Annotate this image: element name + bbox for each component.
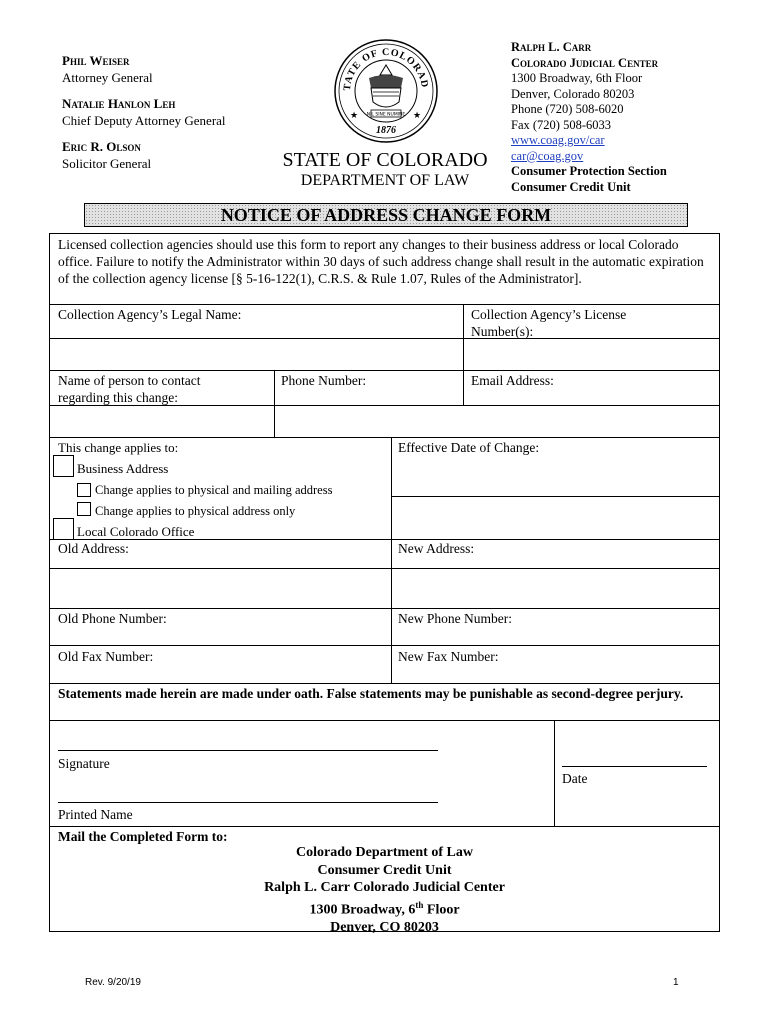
- address-line-2: Denver, Colorado 80203: [511, 86, 635, 101]
- contact-name-field[interactable]: [51, 407, 273, 436]
- legal-name-label: Collection Agency’s Legal Name:: [58, 307, 242, 322]
- business-address-checkbox[interactable]: [53, 455, 74, 477]
- contact-label-line1: Name of person to contact: [58, 373, 201, 388]
- old-fax-label: Old Fax Number:: [58, 649, 154, 664]
- svg-text:★: ★: [413, 110, 422, 120]
- printed-name-field[interactable]: [58, 780, 438, 802]
- state-seal: [333, 38, 439, 144]
- section-name: Consumer Protection Section: [511, 164, 667, 178]
- solicitor-general-name: Eric R. Olson: [62, 139, 141, 154]
- local-office-checkbox[interactable]: [53, 518, 74, 540]
- old-phone-label: Old Phone Number:: [58, 611, 167, 626]
- old-address-label: Old Address:: [58, 541, 129, 556]
- mail-line-1: Colorado Department of Law: [296, 845, 473, 860]
- form-title: NOTICE OF ADDRESS CHANGE FORM: [84, 203, 688, 227]
- mail-heading: Mail the Completed Form to:: [58, 829, 228, 844]
- seal-motto: NIL SINE NUMINE: [366, 112, 406, 118]
- department-name: DEPARTMENT OF LAW: [300, 172, 470, 189]
- chief-deputy-title: Chief Deputy Attorney General: [62, 113, 226, 128]
- phone-field[interactable]: [276, 407, 462, 436]
- mail-line-5: Denver, CO 80203: [330, 919, 439, 935]
- attorney-general-title: Attorney General: [62, 70, 153, 85]
- address-change-form: [49, 233, 720, 935]
- phone-text: Phone (720) 508-6020: [511, 102, 624, 116]
- seal-top-text: TATE OF COLORAD: [341, 46, 431, 92]
- mail-line-4: 1300 Broadway, 6th Floor: [309, 899, 460, 918]
- physical-and-mailing-checkbox[interactable]: [77, 483, 91, 497]
- chief-deputy-name: Natalie Hanlon Leh: [62, 96, 176, 111]
- address-line-1: 1300 Broadway, 6th Floor: [511, 71, 643, 85]
- mail-line-3: Ralph L. Carr Colorado Judicial Center: [264, 880, 505, 895]
- svg-text:★: ★: [350, 110, 359, 120]
- new-address-label: New Address:: [398, 541, 475, 556]
- license-label-line2: Number(s):: [471, 324, 534, 339]
- applies-to-label: This change applies to:: [58, 440, 179, 455]
- page-number: 1: [673, 977, 679, 988]
- department-heading: [240, 172, 530, 190]
- signature-field[interactable]: [58, 728, 438, 750]
- state-heading: [240, 149, 530, 171]
- date-field[interactable]: [562, 744, 707, 766]
- new-fax-label: New Fax Number:: [398, 649, 499, 664]
- license-label-line1: Collection Agency’s License: [471, 307, 627, 322]
- new-phone-label: New Phone Number:: [398, 611, 512, 626]
- solicitor-general-title: Solicitor General: [62, 156, 152, 171]
- fax-text: Fax (720) 508-6033: [511, 117, 611, 132]
- unit-name: Consumer Credit Unit: [511, 179, 631, 194]
- physical-only-label: Change applies to physical address only: [95, 504, 296, 518]
- mail-line-2: Consumer Credit Unit: [317, 862, 452, 878]
- right-contact-block: [511, 40, 731, 195]
- date-label: Date: [562, 771, 588, 786]
- state-name: STATE OF COLORADO: [282, 149, 488, 171]
- physical-and-mailing-label: Change applies to physical and mailing address: [95, 483, 333, 497]
- revision-date: Rev. 9/20/19: [85, 977, 141, 988]
- oath-statement: Statements made herein are made under oath. False statements may be punishable as second-degree perjury.: [58, 686, 684, 701]
- attorney-general-name: Phil Weiser: [62, 53, 130, 68]
- local-office-label: Local Colorado Office: [77, 524, 195, 539]
- email-label: Email Address:: [471, 373, 554, 388]
- building-name: Ralph L. Carr: [511, 40, 592, 54]
- printed-name-label: Printed Name: [58, 807, 133, 822]
- building-center: Colorado Judicial Center: [511, 55, 659, 70]
- effective-date-field[interactable]: [393, 498, 718, 538]
- mail-address-block: [50, 844, 719, 936]
- contact-label-line2: regarding this change:: [58, 390, 178, 405]
- email-link[interactable]: car@coag.gov: [511, 148, 584, 163]
- license-number-field[interactable]: [465, 340, 718, 369]
- signature-label: Signature: [58, 756, 110, 771]
- business-address-label: Business Address: [77, 461, 169, 476]
- seal-year: 1876: [376, 125, 396, 136]
- email-field[interactable]: [465, 407, 718, 436]
- effective-date-label: Effective Date of Change:: [398, 440, 540, 455]
- website-link[interactable]: www.coag.gov/car: [511, 133, 605, 147]
- new-address-field[interactable]: [393, 570, 718, 607]
- intro-text: Licensed collection agencies should use this form to report any changes to their business address or local Colorado office. Failure to notify the Administrator within 30 days of such address change shall result in the automatic expiration of the collection agency license [§ 5-16-122(1), C.R.S. & Rule 1.07, Rules of the Administrator].: [58, 237, 704, 286]
- legal-name-field[interactable]: [51, 340, 461, 369]
- physical-only-checkbox[interactable]: [77, 502, 91, 516]
- phone-label: Phone Number:: [281, 373, 367, 388]
- old-address-field[interactable]: [51, 570, 390, 607]
